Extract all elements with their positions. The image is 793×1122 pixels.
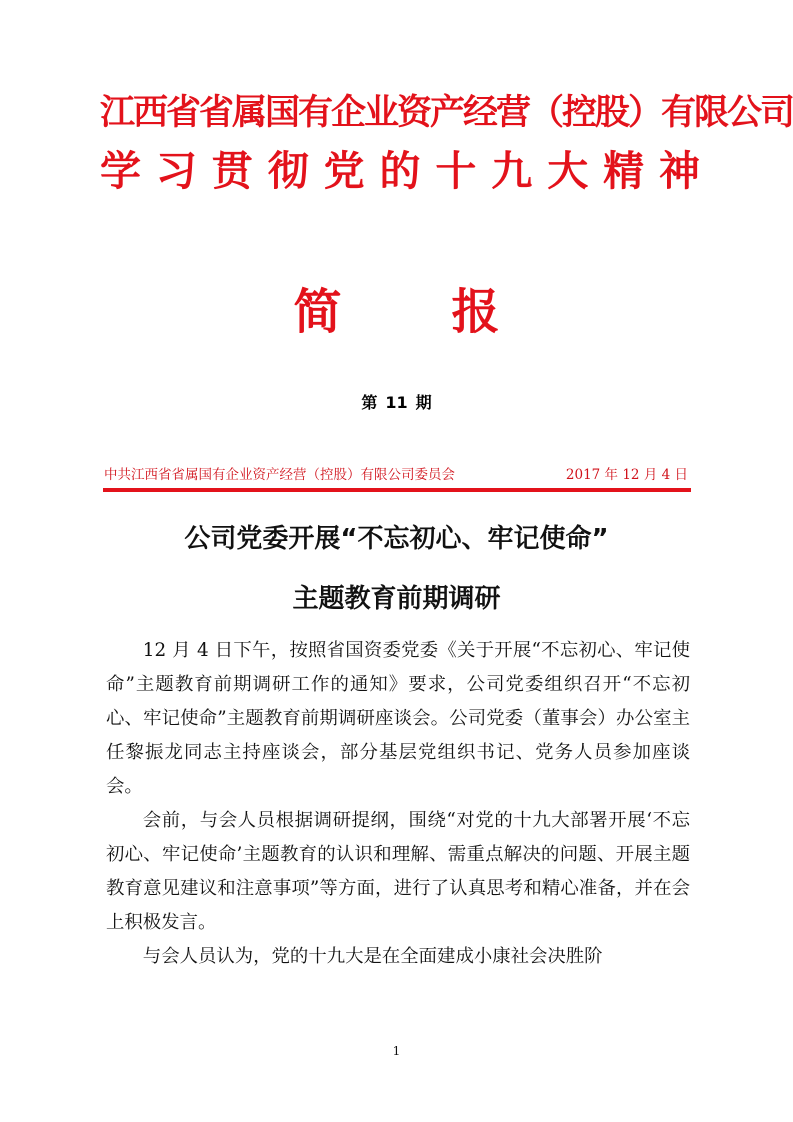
paragraph: 与会人员认为，党的十九大是在全面建成小康社会决胜阶 <box>142 946 603 967</box>
red-divider <box>103 488 691 492</box>
bulletin-title: 简报 <box>293 284 610 340</box>
paragraph: 会前，与会人员根据调研提纲，围绕“对党的十九大部署开展‘不忘初心、牢记使命’主题教育的认识和理解、需重点解决的问题、开展主题教育意见建议和注意事项”等方面，进行了认真思考和精心准备，并在会上积极发言。 <box>106 810 690 933</box>
issue-suffix: 期 <box>415 393 432 412</box>
issuer-row <box>104 466 688 484</box>
issue-number <box>0 392 793 414</box>
masthead-company-name: 江西省省属国有企业资产经营（控股）有限公司 <box>100 93 793 133</box>
article-title-line-1: 公司党委开展“不忘初心、牢记使命” <box>184 524 609 554</box>
article-title-line-2: 主题教育前期调研 <box>292 584 501 614</box>
paragraph: 12 月 4 日下午，按照省国资委党委《关于开展“不忘初心、牢记使命”主题教育前期调研工作的通知》要求，公司党委组织召开“不忘初心、牢记使命”主题教育前期调研座谈会。公司党委（董事会）办公室主任黎振龙同志主持座谈会，部分基层党组织书记、党务人员参加座谈会。 <box>106 640 690 797</box>
article-body <box>106 634 690 974</box>
issuer-organization: 中共江西省省属国有企业资产经营（控股）有限公司委员会 <box>104 467 455 483</box>
issue-number-value: 11 <box>385 393 408 412</box>
issue-prefix: 第 <box>361 393 378 412</box>
masthead-subtitle: 学习贯彻党的十九大精神 <box>100 147 700 195</box>
issue-date: 2017 年 12 月 4 日 <box>565 467 688 483</box>
page-number: 1 <box>392 1044 401 1058</box>
